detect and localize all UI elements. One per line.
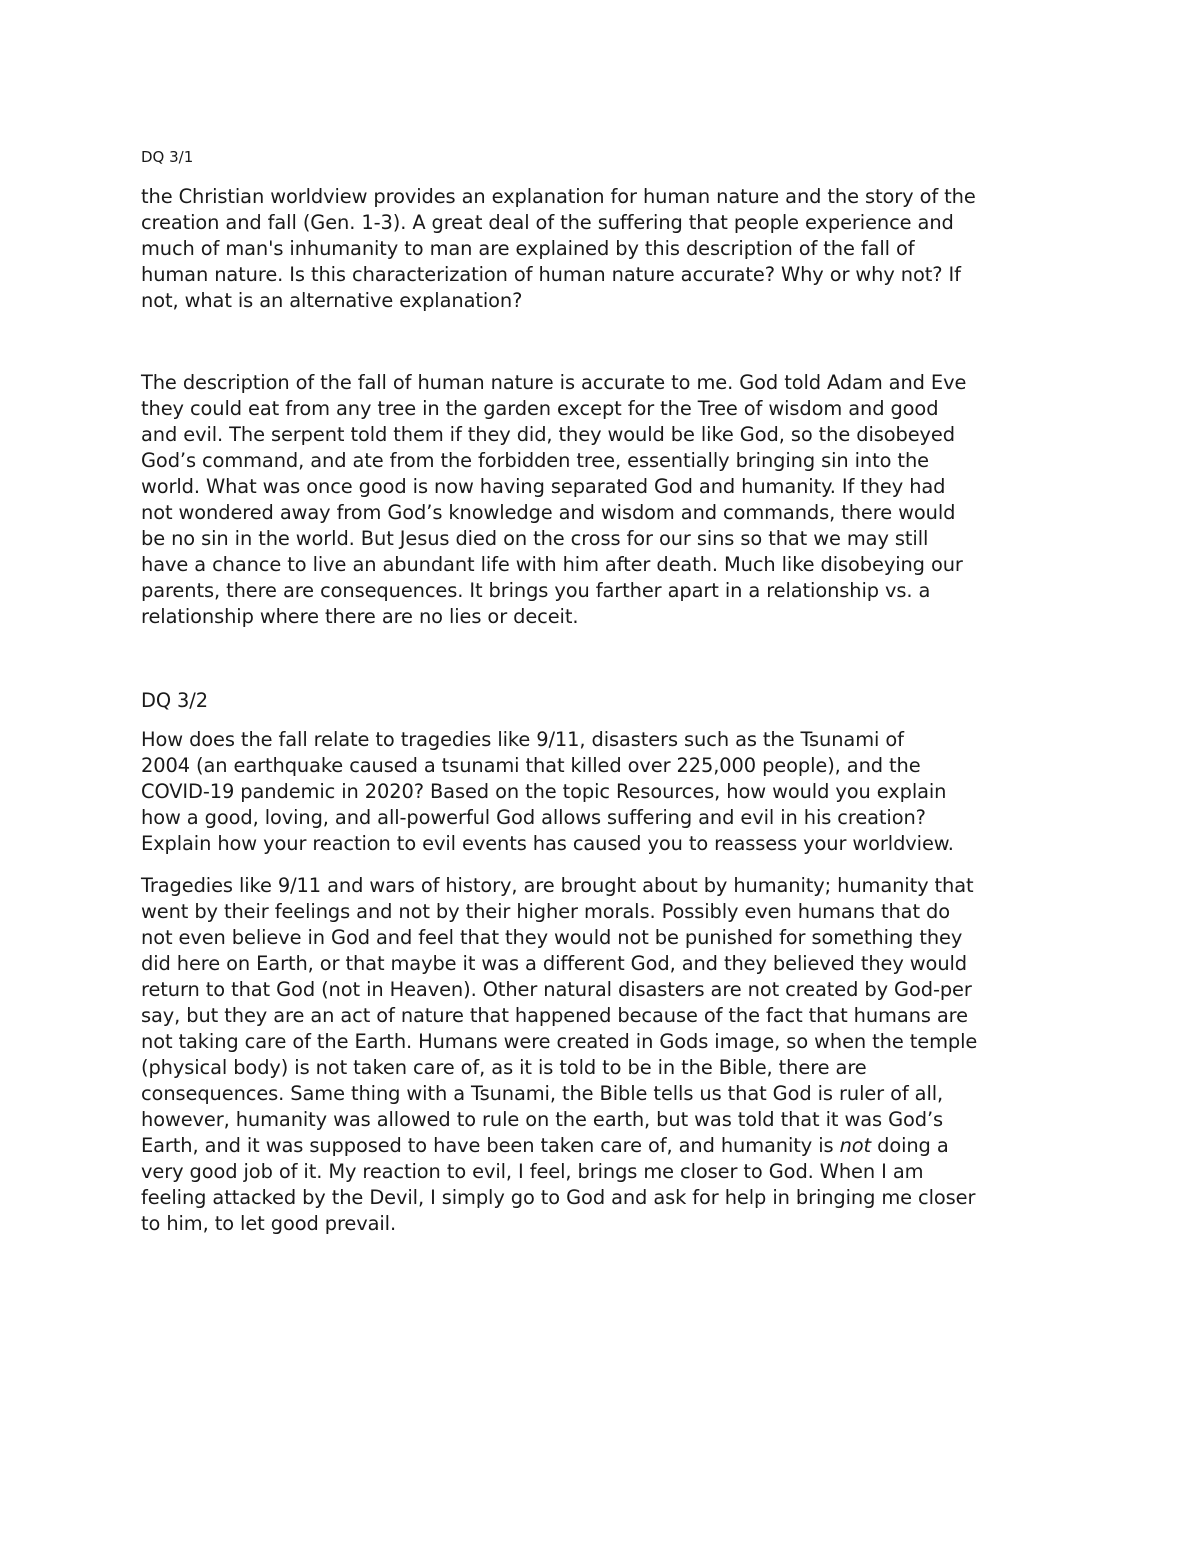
text-line: the Christian worldview provides an explanation for human nature and the story of the bbox=[141, 185, 976, 208]
section2-heading: DQ 3/2 bbox=[141, 689, 208, 712]
text-line: God’s command, and ate from the forbidden tree, essentially bringing sin into the bbox=[141, 449, 929, 472]
text-line: Explain how your reaction to evil events has caused you to reassess your worldview. bbox=[141, 832, 954, 855]
text-line: world. What was once good is now having separated God and humanity. If they had bbox=[141, 475, 946, 498]
text-line: very good job of it. My reaction to evil, I feel, brings me closer to God. When I am bbox=[141, 1160, 924, 1183]
text-line: not taking care of the Earth. Humans were created in Gods image, so when the temple bbox=[141, 1030, 978, 1053]
text-line: have a chance to live an abundant life with him after death. Much like disobeying our bbox=[141, 553, 963, 576]
text-line: return to that God (not in Heaven). Other natural disasters are not created by God-per bbox=[141, 978, 972, 1001]
text-line: (physical body) is not taken care of, as it is told to be in the Bible, there are bbox=[141, 1056, 867, 1079]
text-line: COVID-19 pandemic in 2020? Based on the topic Resources, how would you explain bbox=[141, 780, 947, 803]
section2-answer bbox=[141, 873, 1061, 1237]
text-line: parents, there are consequences. It brings you farther apart in a relationship vs. a bbox=[141, 579, 931, 602]
text-line: consequences. Same thing with a Tsunami, the Bible tells us that God is ruler of all, bbox=[141, 1082, 944, 1105]
section1-heading: DQ 3/1 bbox=[141, 148, 194, 166]
section1-answer bbox=[141, 370, 1061, 630]
text-line: How does the fall relate to tragedies like 9/11, disasters such as the Tsunami of bbox=[141, 728, 904, 751]
text-line-with-italic bbox=[141, 1133, 1061, 1159]
text-line: Tragedies like 9/11 and wars of history, are brought about by humanity; humanity that bbox=[141, 874, 974, 897]
italic-emphasis: not bbox=[839, 1134, 872, 1157]
text-line: creation and fall (Gen. 1-3). A great deal of the suffering that people experience and bbox=[141, 211, 954, 234]
text-line: human nature. Is this characterization of human nature accurate? Why or why not? If bbox=[141, 263, 961, 286]
text-line: went by their feelings and not by their higher morals. Possibly even humans that do bbox=[141, 900, 950, 923]
text-line: The description of the fall of human nature is accurate to me. God told Adam and Eve bbox=[141, 371, 967, 394]
text-line: did here on Earth, or that maybe it was a different God, and they believed they would bbox=[141, 952, 967, 975]
text-run: Earth, and it was supposed to have been taken care of, and humanity is bbox=[141, 1134, 840, 1157]
text-line: say, but they are an act of nature that happened because of the fact that humans are bbox=[141, 1004, 968, 1027]
text-line: how a good, loving, and all-powerful God allows suffering and evil in his creation? bbox=[141, 806, 926, 829]
section1-question bbox=[141, 184, 1061, 314]
text-line: to him, to let good prevail. bbox=[141, 1212, 397, 1235]
text-line: much of man's inhumanity to man are explained by this description of the fall of bbox=[141, 237, 915, 260]
text-line: not wondered away from God’s knowledge and wisdom and commands, there would bbox=[141, 501, 956, 524]
text-line: be no sin in the world. But Jesus died on the cross for our sins so that we may still bbox=[141, 527, 929, 550]
text-line: 2004 (an earthquake caused a tsunami that killed over 225,000 people), and the bbox=[141, 754, 921, 777]
text-line: feeling attacked by the Devil, I simply go to God and ask for help in bringing me closer bbox=[141, 1186, 976, 1209]
text-line: relationship where there are no lies or deceit. bbox=[141, 605, 579, 628]
text-line: however, humanity was allowed to rule on the earth, but was told that it was God’s bbox=[141, 1108, 944, 1131]
text-line: and evil. The serpent told them if they did, they would be like God, so the disobeyed bbox=[141, 423, 955, 446]
section2-question bbox=[141, 727, 1061, 857]
text-line: not even believe in God and feel that they would not be punished for something they bbox=[141, 926, 963, 949]
text-run: doing a bbox=[871, 1134, 949, 1157]
text-line: they could eat from any tree in the garden except for the Tree of wisdom and good bbox=[141, 397, 939, 420]
text-line: not, what is an alternative explanation? bbox=[141, 289, 523, 312]
